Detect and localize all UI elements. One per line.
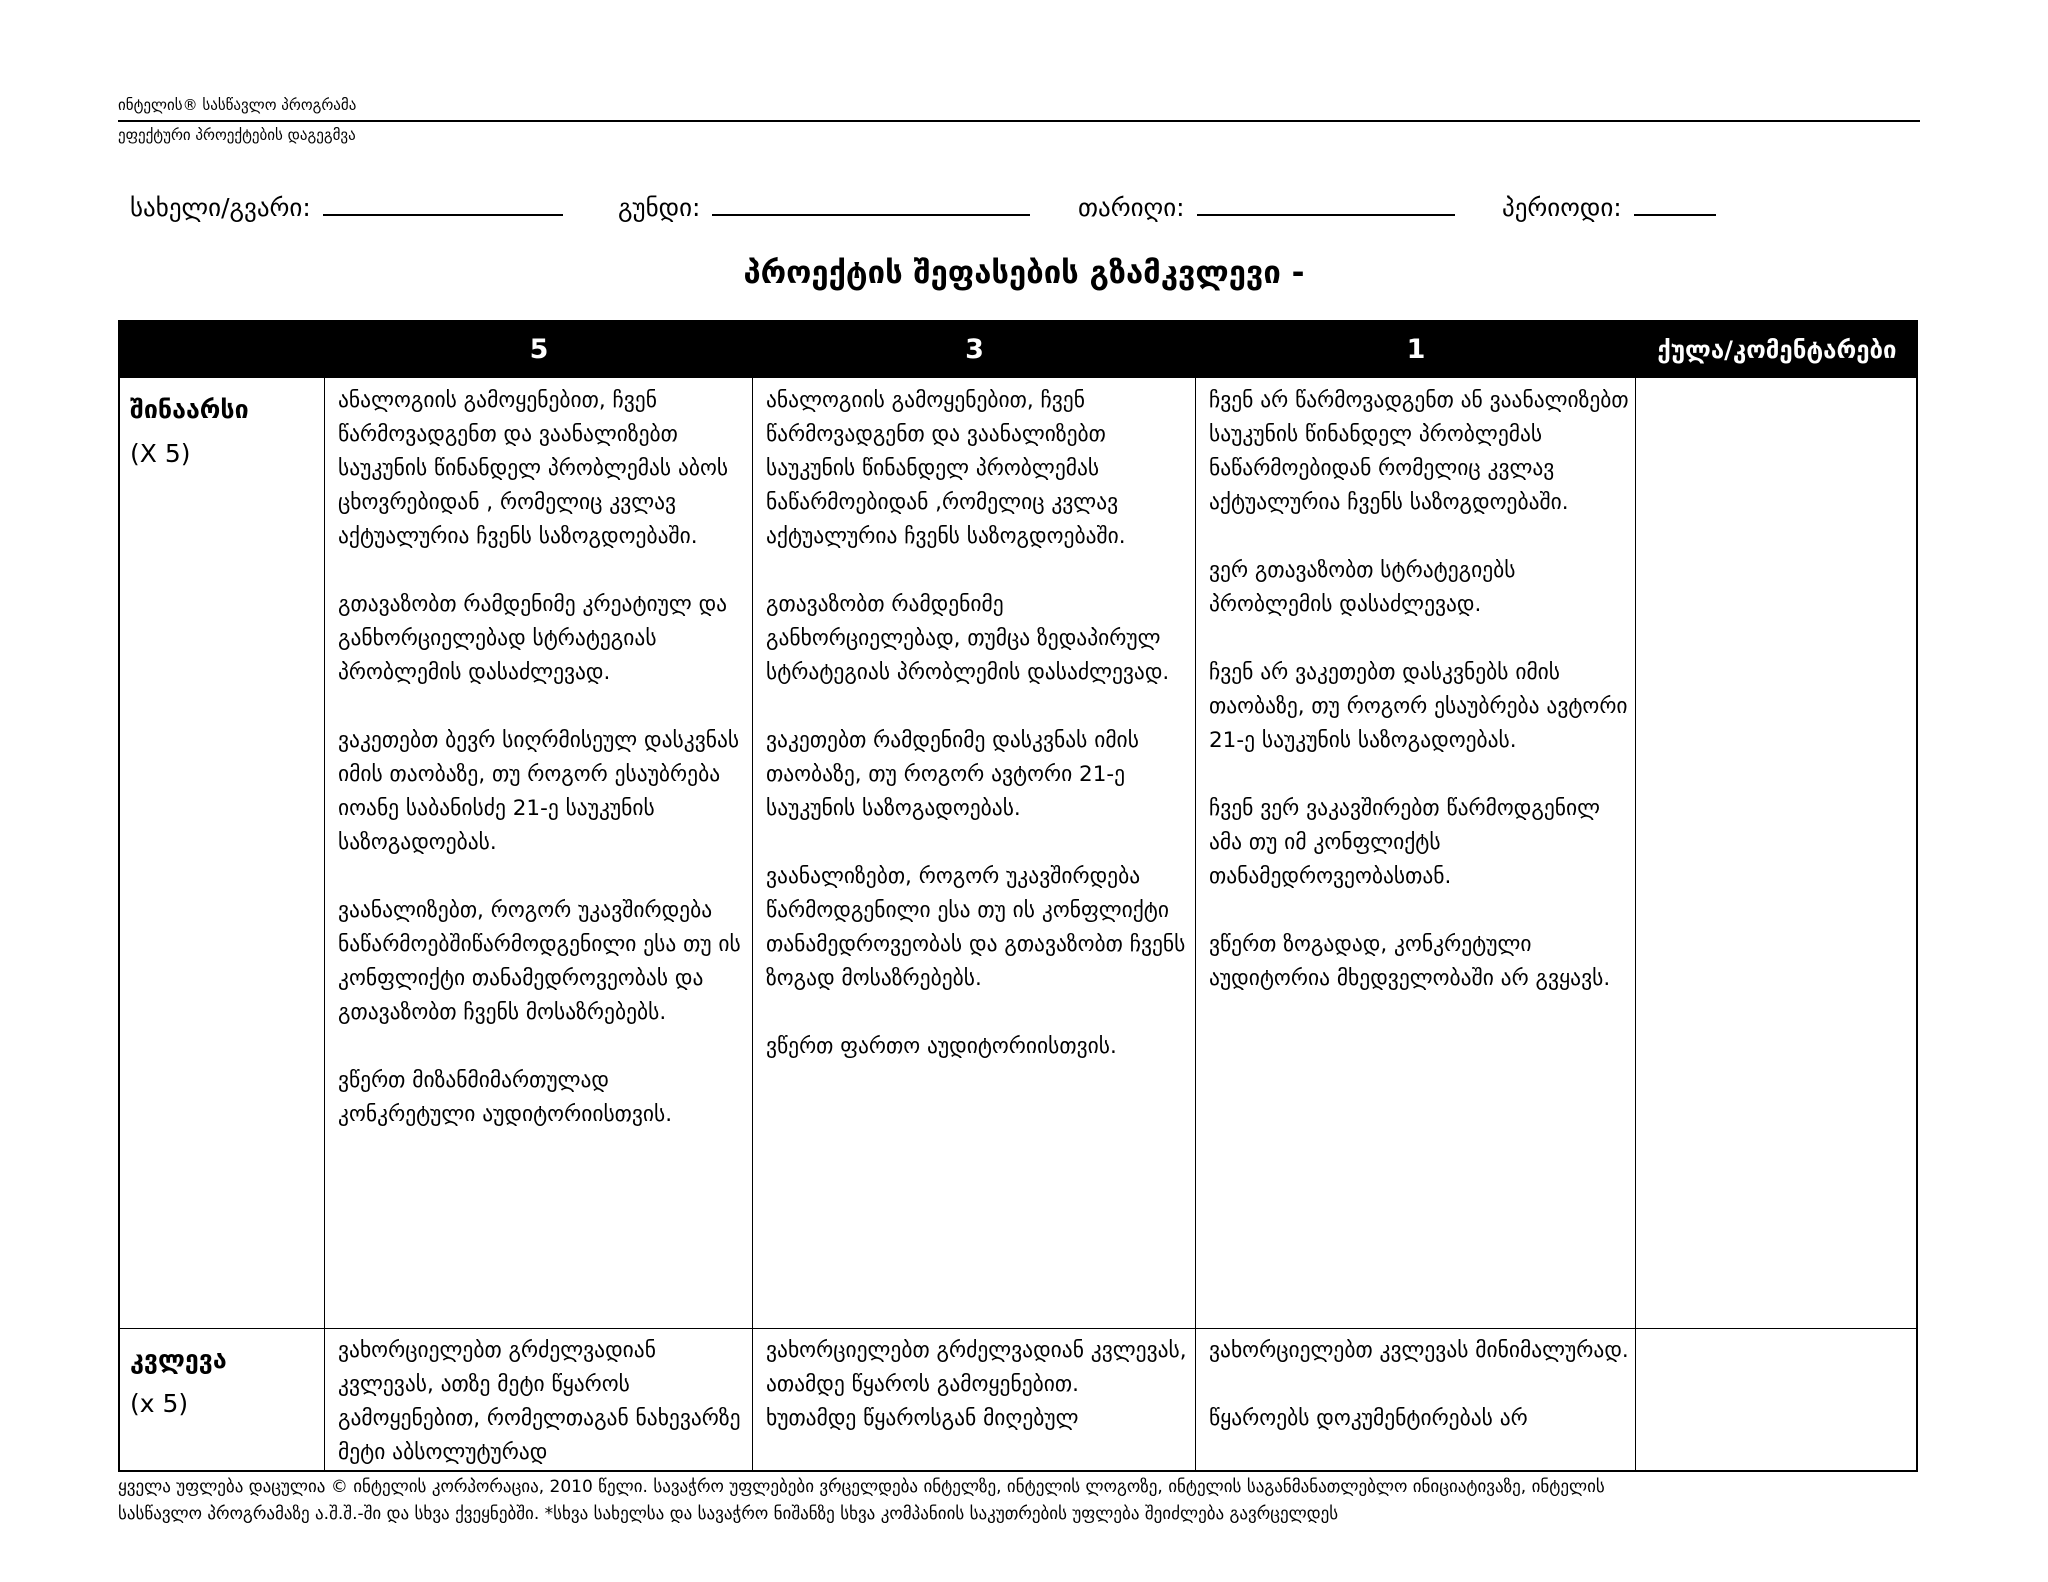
column-header-1: 1 bbox=[1406, 334, 1426, 365]
period-field[interactable] bbox=[1502, 188, 1716, 222]
copyright-footer bbox=[118, 1474, 1918, 1528]
info-fields bbox=[130, 188, 1750, 228]
row-divider bbox=[120, 1328, 1916, 1329]
footer-line: ყველა უფლება დაცულია © ინტელის კორპორაცია, 2010 წელი. სავაჭრო უფლებები ვრცელდება ინტელზე, ინტელის ლოგოზე, ინტელის საგანმანათლებლო ინიციატივაზე, ინტელის bbox=[118, 1477, 1605, 1497]
descriptor: ვახორციელებთ გრძელვადიან კვლევას, ათზე მეტი წყაროს გამოყენებით, რომელთაგან ნახევარზე მეტი აბსოლუტურად bbox=[338, 1338, 741, 1465]
content-score-comments[interactable] bbox=[1648, 384, 1908, 1314]
descriptor: ვწერთ ფართო აუდიტორიისთვის. bbox=[766, 1034, 1117, 1059]
research-score-5 bbox=[338, 1334, 746, 1470]
program-name: ინტელის® სასწავლო პროგრამა bbox=[118, 96, 357, 114]
descriptor: ვაანალიზებთ, როგორ უკავშირდება წარმოდგენილი ესა თუ ის კონფლიქტი თანამედროვეობას და გთავაზობთ ჩვენს ზოგად მოსაზრებებს. bbox=[766, 864, 1186, 991]
program-subtitle: ეფექტური პროექტების დაგეგმვა bbox=[118, 126, 356, 144]
content-score-5 bbox=[338, 384, 746, 1132]
descriptor: გთავაზობთ რამდენიმე განხორციელებად, თუმცა ზედაპირულ სტრატეგიას პრობლემის დასაძლევად. bbox=[766, 592, 1170, 685]
criterion-multiplier: (x 5) bbox=[130, 1389, 189, 1418]
criterion-name: კვლევა bbox=[130, 1345, 227, 1374]
column-header-3: 3 bbox=[965, 334, 984, 365]
period-label: პერიოდი: bbox=[1502, 193, 1622, 222]
column-divider bbox=[1635, 378, 1636, 1470]
descriptor: ვწერთ ზოგადად, კონკრეტული აუდიტორია მხედველობაში არ გვყავს. bbox=[1209, 932, 1611, 991]
descriptor: ვახორციელებთ კვლევას მინიმალურად. bbox=[1209, 1338, 1629, 1363]
descriptor: ვაანალიზებთ, როგორ უკავშირდება ნაწარმოებშიწარმოდგენილი ესა თუ ის კონფლიქტი თანამედროვეობას და გთავაზობთ ჩვენს მოსაზრებებს. bbox=[338, 898, 741, 1025]
descriptor: ანალოგიის გამოყენებით, ჩვენ წარმოვადგენთ და ვაანალიზებთ საუკუნის წინანდელ პრობლემას აბოს ცხოვრებიდან , რომელიც კვლავ აქტუალურია ჩვენს საზოგდოებაში. bbox=[338, 388, 729, 549]
footer-line: სასწავლო პროგრამაზე ა.შ.შ.-ში და სხვა ქვეყნებში. *სხვა სახელსა და სავაჭრო ნიშანზე სხვა კომპანიის საკუთრების უფლება შეიძლება გავრცელდეს bbox=[118, 1504, 1339, 1524]
team-blank[interactable] bbox=[712, 188, 1030, 216]
descriptor: ხუთამდე წყაროსგან მიღებულ bbox=[766, 1406, 1079, 1431]
descriptor: ჩვენ არ წარმოვადგენთ ან ვაანალიზებთ საუკუნის წინანდელ პრობლემას ნაწარმოებიდან რომელიც კვლავ აქტუალურია ჩვენს საზოგდოებაში. bbox=[1209, 388, 1629, 515]
table-header-row bbox=[120, 322, 1916, 378]
research-score-comments[interactable] bbox=[1648, 1334, 1908, 1464]
date-field[interactable] bbox=[1078, 188, 1455, 222]
name-field[interactable] bbox=[130, 188, 563, 222]
team-field[interactable] bbox=[618, 188, 1030, 222]
column-divider bbox=[324, 378, 325, 1470]
name-label: სახელი/გვარი: bbox=[130, 193, 311, 222]
criterion-name: შინაარსი bbox=[130, 395, 249, 424]
descriptor: ვერ გთავაზობთ სტრატეგიებს პრობლემის დასაძლევად. bbox=[1209, 558, 1516, 617]
rubric-table bbox=[118, 320, 1918, 1472]
descriptor: ჩვენ არ ვაკეთებთ დასკვნებს იმის თაობაზე, თუ როგორ ესაუბრება ავტორი 21-ე საუკუნის საზოგადოებას. bbox=[1209, 660, 1628, 753]
descriptor: გთავაზობთ რამდენიმე კრეატიულ და განხორციელებად სტრატეგიას პრობლემის დასაძლევად. bbox=[338, 592, 728, 685]
research-score-1 bbox=[1209, 1334, 1629, 1436]
header-rule bbox=[118, 120, 1920, 122]
column-divider bbox=[752, 378, 753, 1470]
descriptor: ვაკეთებთ ბევრ სიღრმისეულ დასკვნას იმის თაობაზე, თუ როგორ ესაუბრება იოანე საბანისძე 21-ე საუკუნის საზოგადოებას. bbox=[338, 728, 740, 855]
date-blank[interactable] bbox=[1197, 188, 1455, 216]
column-divider bbox=[1195, 378, 1196, 1470]
column-header-score: ქულა/კომენტარები bbox=[1657, 336, 1897, 364]
content-score-1 bbox=[1209, 384, 1629, 996]
date-label: თარიღი: bbox=[1078, 193, 1185, 222]
content-score-3 bbox=[766, 384, 1188, 1064]
descriptor: ვწერთ მიზანმიმართულად კონკრეტული აუდიტორიისთვის. bbox=[338, 1068, 673, 1127]
criterion-multiplier: (X 5) bbox=[130, 439, 191, 468]
descriptor: ვაკეთებთ რამდენიმე დასკვნას იმის თაობაზე, თუ როგორ ავტორი 21-ე საუკუნის საზოგადოებას. bbox=[766, 728, 1139, 821]
descriptor: ვახორციელებთ გრძელვადიან კვლევას, ათამდე წყაროს გამოყენებით. bbox=[766, 1338, 1187, 1397]
name-blank[interactable] bbox=[323, 188, 563, 216]
descriptor: ანალოგიის გამოყენებით, ჩვენ წარმოვადგენთ და ვაანალიზებთ საუკუნის წინანდელ პრობლემას ნაწარმოებიდან ,რომელიც კვლავ აქტუალურია ჩვენს საზოგდოებაში. bbox=[766, 388, 1126, 549]
criterion-research bbox=[130, 1338, 227, 1426]
team-label: გუნდი: bbox=[618, 193, 701, 222]
descriptor: წყაროებს დოკუმენტირებას არ bbox=[1209, 1406, 1528, 1431]
period-blank[interactable] bbox=[1634, 188, 1716, 216]
page-title: პროექტის შეფასების გზამკვლევი - bbox=[743, 255, 1305, 291]
descriptor: ჩვენ ვერ ვაკავშირებთ წარმოდგენილ ამა თუ იმ კონფლიქტს თანამედროვეობასთან. bbox=[1209, 796, 1600, 889]
column-header-5: 5 bbox=[529, 334, 549, 365]
research-score-3 bbox=[766, 1334, 1188, 1436]
criterion-content bbox=[130, 388, 249, 476]
